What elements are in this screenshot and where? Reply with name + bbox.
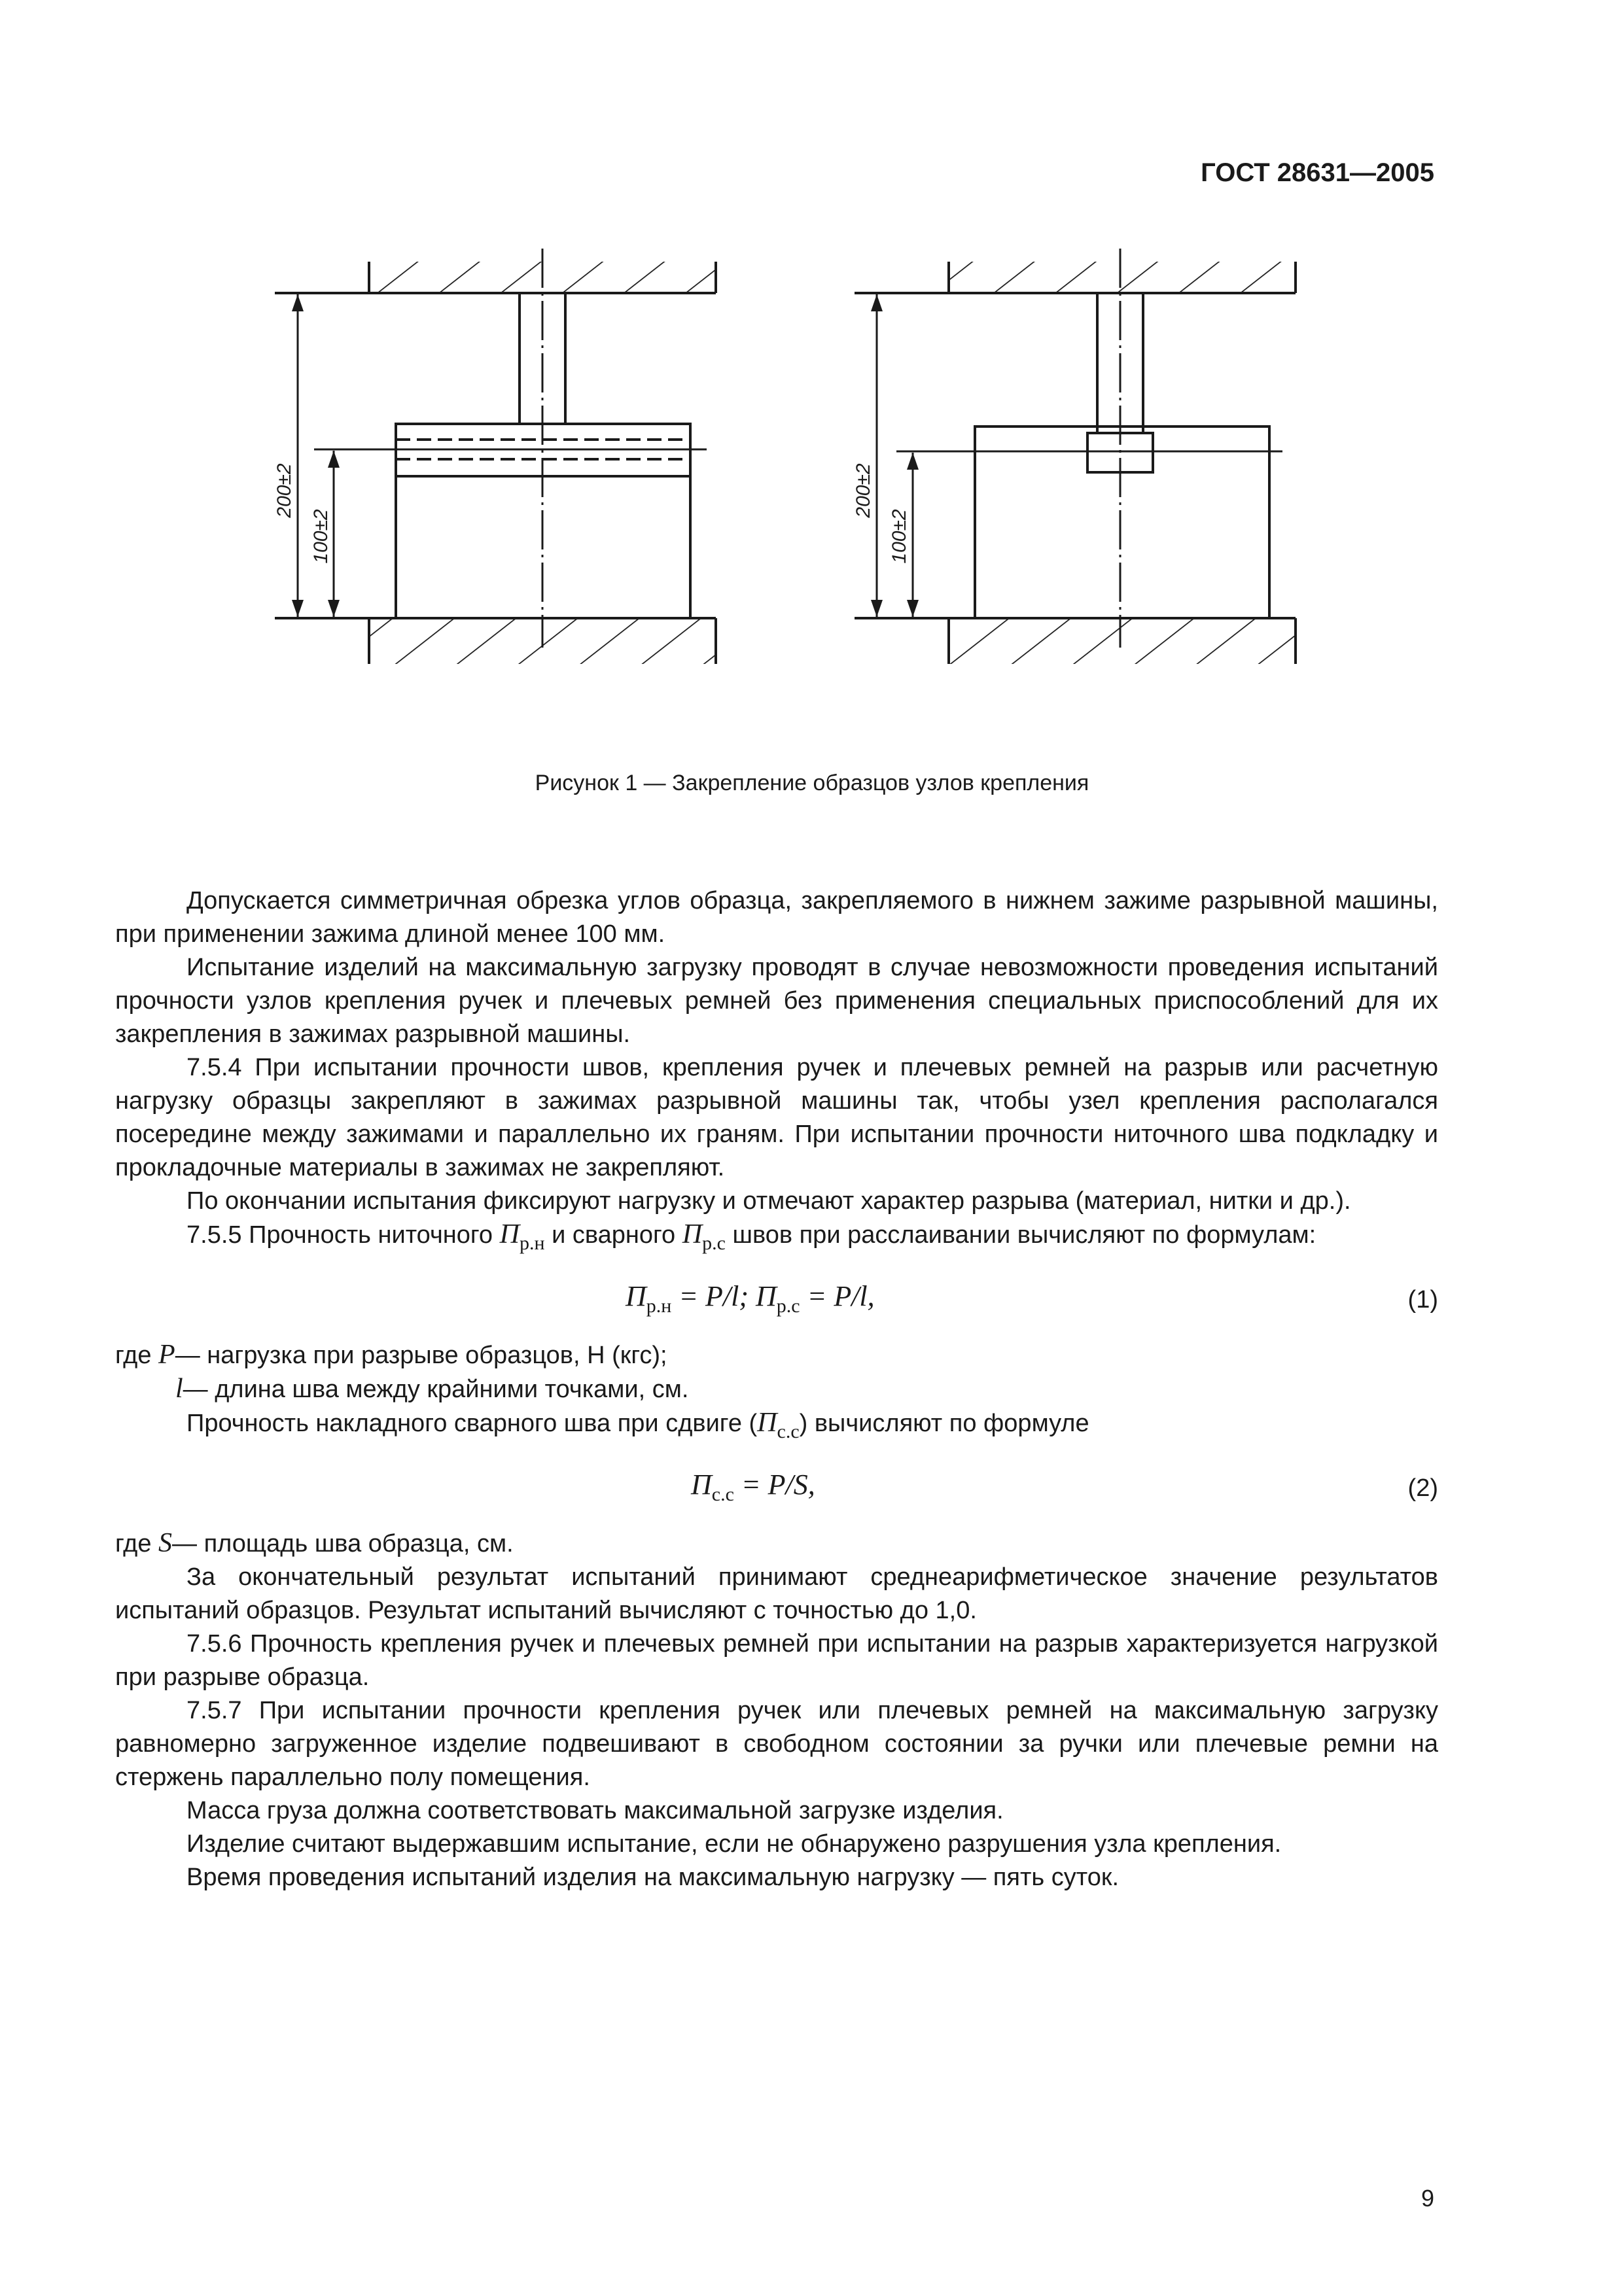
paragraph: Испытание изделий на максимальную загрузку проводят в случае невозможности проведения испытаний прочности узлов крепления ручек и плечевых ремней без применения специальных приспособлений для их закрепления в зажимах разрывной машины. (115, 954, 1438, 1048)
left-dim-200: 200±2 (274, 463, 295, 518)
figure-caption: Рисунок 1 — Закрепление образцов узлов крепления (535, 771, 1089, 795)
where-clause: где S— площадь шва образца, см. (115, 1528, 514, 1558)
clamping-diagram (249, 249, 1322, 706)
left-dim-100: 100±2 (310, 509, 332, 564)
document-body (115, 884, 1438, 1894)
formula-2: $П_{с.с} = P/S$, (2) (691, 1469, 1438, 1505)
paragraph: Прочность накладного сварного шва при сдвиге $(П_{с.с})$ вычисляют по формуле (186, 1408, 1089, 1442)
paragraph-7-5-7: 7.5.7 При испытании прочности крепления ручек или плечевых ремней на максимальную загрузку равномерно загруженное изделие подвешивают в свободном состоянии за ручки или плечевые ремни на стержень параллельно полу помещения. (115, 1697, 1438, 1791)
paragraph: Изделие считают выдержавшим испытание, если не обнаружено разрушения узла крепления. (186, 1830, 1282, 1858)
paragraph: По окончании испытания фиксируют нагрузку и отмечают характер разрыва (материал, нитки и др.). (186, 1187, 1351, 1215)
right-diagram (855, 249, 1296, 664)
paragraph-7-5-5: 7.5.5 Прочность ниточного $П_{р.н}$ и сварного $П_{р.с}$ швов при расслаивании вычисляют по формулам: (186, 1219, 1316, 1254)
where-clause: l— длина шва между крайними точками, см. (175, 1374, 689, 1404)
left-diagram (275, 249, 716, 664)
formula-number: (1) (1407, 1286, 1438, 1313)
paragraph-7-5-6: 7.5.6 Прочность крепления ручек и плечевых ремней при испытании на разрыв характеризуется нагрузкой при разрыве образца. (115, 1630, 1438, 1691)
formula-1: $П_{р.н} = P/l$; $П_{р.с} = P/l$, (1) (626, 1280, 1438, 1317)
right-dim-100: 100±2 (889, 509, 910, 564)
document-header: ГОСТ 28631—2005 (1201, 158, 1434, 187)
paragraph-7-5-4: 7.5.4 При испытании прочности швов, крепления ручек и плечевых ремней на разрыв или расчетную нагрузку образцы закрепляют в зажимах разрывной машины так, чтобы узел крепления располагался посередине между зажимами и параллельно их граням. При испытании прочности ниточного шва подкладку и прокладочные материалы в зажимах не закрепляют. (115, 1054, 1438, 1181)
paragraph: Время проведения испытаний изделия на максимальную нагрузку — пять суток. (186, 1864, 1120, 1891)
right-dim-200: 200±2 (853, 463, 874, 518)
paragraph: Допускается симметричная обрезка углов образца, закрепляемого в нижнем зажиме разрывной машины, при применении зажима длиной менее 100 мм. (115, 887, 1438, 948)
page-number: 9 (1421, 2185, 1434, 2212)
formula-number: (2) (1407, 1474, 1438, 1502)
figure-1 (249, 249, 1322, 706)
where-clause: где P— нагрузка при разрыве образцов, Н (кгс); (115, 1340, 667, 1370)
paragraph: Масса груза должна соответствовать максимальной загрузке изделия. (186, 1797, 1004, 1824)
paragraph: За окончательный результат испытаний принимают среднеарифметическое значение результатов испытаний образцов. Результат испытаний вычисляют с точностью до 1,0. (115, 1563, 1438, 1624)
